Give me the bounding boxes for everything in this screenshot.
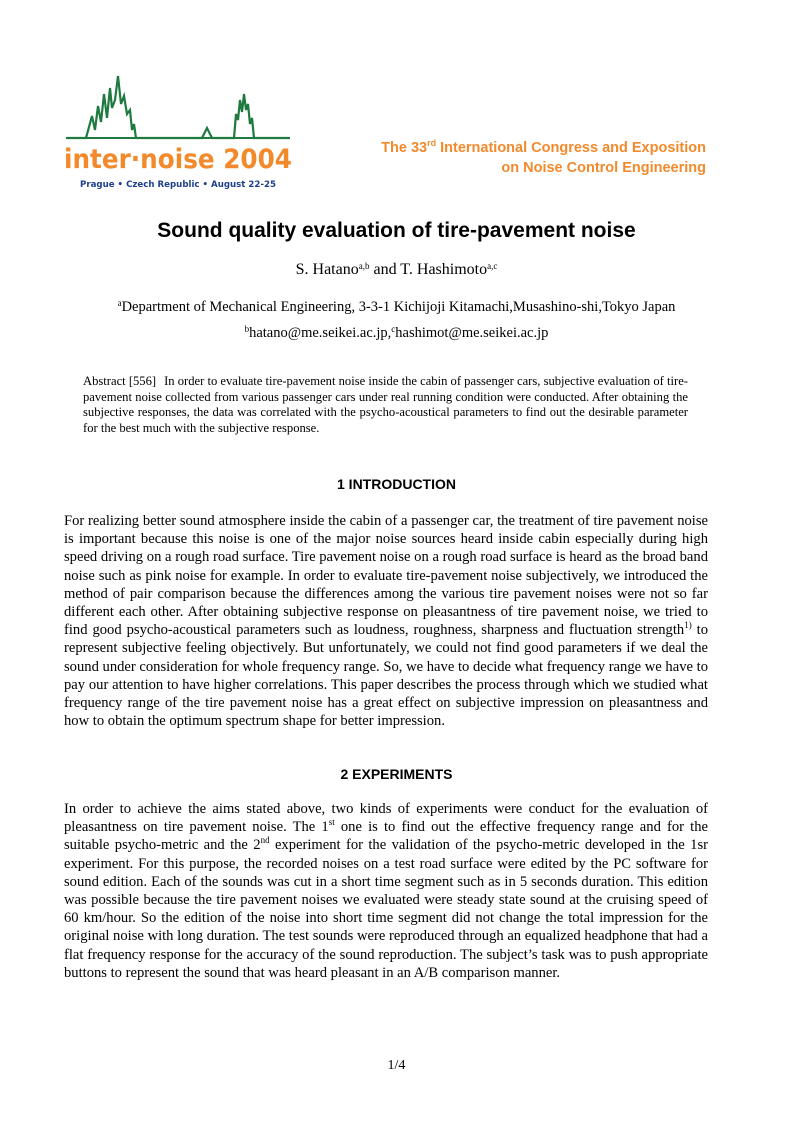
experiments-paragraph: In order to achieve the aims stated above, two kinds of experiments were conduct for the evaluation of pleasantness on tire pavement noise. The 1st one is to find out the effective frequency range and for the suitable psycho-metric and the 2nd experiment for the validation of the psycho-metric developed in the 1sr experiment. For this purpose, the recorded noises on a test road surface were edited by the PC software for sound edition. Each of the sounds was cut in a short time segment such as in 5 seconds duration. This edition was possible because the tire pavement noises we evaluated were steady state sound at the cruising speed of 60 km/hour. So the edition of the noise into short time segment did not change the total impression for the original noise with long duration. The test sounds were reproduced through an equalized headphone that had a flat frequency response for the accuracy of the sound reproduction. The subject’s task was to push appropriate buttons to represent the sound that was heard pleasant in an A/B comparison manner. — [64, 801, 708, 981]
author-list: S. Hatano$^{a,b}$ and T. Hashimoto$^{a,c}$ — [295, 261, 498, 278]
author-name: T. Hashimoto — [400, 261, 488, 278]
email-hatano: hatano@me.seikei.ac.jp, — [249, 325, 392, 341]
abstract — [83, 374, 688, 436]
section-heading-experiments: 2 EXPERIMENTS — [340, 766, 453, 782]
page-number: 1/4 — [387, 1058, 406, 1073]
introduction-paragraph: For realizing better sound atmosphere inside the cabin of a passenger car, the treatment of tire pavement noise is important because this noise is one of the major noise sources heard inside cabin especially during high speed driving on a rough road surface. Tire pavement noise on a rough road surface is heard as the broad band noise such as pink noise for example. In order to evaluate tire-pavement noise subjectively, we introduced the method of pair comparison because the differences among the various tire pavement noises were not so far different each other. After obtaining subjective response on pleasantness of tire pavement noise, we tried to find good psycho-acoustical parameters such as loudness, roughness, sharpness and fluctuation strength$^{1)}$ to represent subjective feeling objectively. But unfortunately, we could not find good parameters if we deal the sound under consideration for whole frequency range. So, we have to decide what frequency range we have to pay our attention to have higher correlations. This paper describes the process through which we studied what frequency range of the tire pavement noise has a great effect on subjective impression on pleasantness and how to obtain the optimum spectrum shape for better impression. — [64, 513, 709, 730]
congress-line-2: on Noise Control Engineering — [501, 160, 706, 176]
affiliation: $^a$Department of Mechanical Engineering, 3-3-1 Kichijoji Kitamachi,Musashino-shi,Tokyo Japan — [117, 298, 676, 315]
email-hashimoto: hashimot@me.seikei.ac.jp — [395, 325, 549, 341]
logo-skyline-icon — [66, 76, 290, 138]
author-name: S. Hatano — [295, 261, 359, 278]
congress-line-1: The 33rd International Congress and Exposition — [381, 138, 706, 156]
section-heading-introduction: 1 INTRODUCTION — [337, 476, 456, 492]
inter-noise-2004-logo — [62, 70, 294, 192]
paper-title: Sound quality evaluation of tire-pavement noise — [157, 219, 636, 242]
author-emails: $^b$hatano@me.seikei.ac.jp,$^c$hashimot@me.seikei.ac.jp — [244, 324, 549, 341]
logo-wordmark: inter·noise 2004 — [64, 144, 292, 175]
abstract-text: In order to evaluate tire-pavement noise inside the cabin of passenger cars, subjective evaluation of tire-pavement noise collected from various passenger cars under real running condition were conducted. After obtaining the subjective responses, the data was correlated with the psycho-acoustical parameters to find out the desirable parameter for the best much with the subjective response. — [83, 374, 689, 435]
congress-title — [286, 138, 706, 178]
reference-marker: 1) — [684, 620, 692, 631]
logo-tagline: Prague • Czech Republic • August 22-25 — [80, 180, 276, 190]
abstract-label: Abstract [556] — [83, 374, 157, 388]
